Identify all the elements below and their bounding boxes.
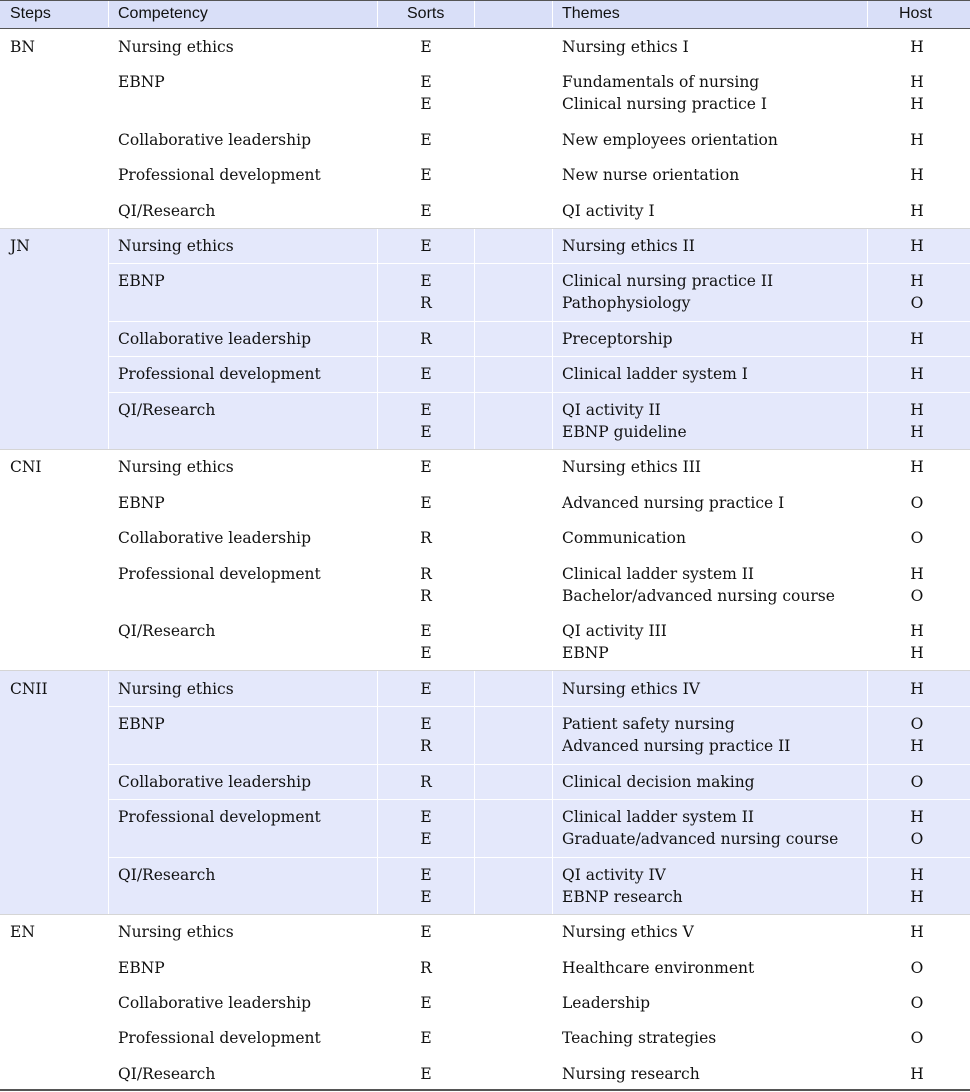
- group-divider: [0, 228, 970, 229]
- sort-value: E: [420, 1029, 432, 1047]
- competency-cell: EBNP: [118, 73, 165, 91]
- sort-value: E: [420, 365, 432, 383]
- row-divider: [108, 321, 970, 322]
- theme-cell: Clinical nursing practice II: [562, 272, 774, 290]
- header-divider: [108, 1, 109, 27]
- host-value: H: [910, 202, 924, 220]
- sort-value: E: [420, 423, 432, 441]
- sort-value: E: [420, 458, 432, 476]
- row-divider: [108, 392, 970, 393]
- competency-cell: Collaborative leadership: [118, 529, 311, 547]
- competency-cell: EBNP: [118, 272, 165, 290]
- sort-value: E: [420, 866, 432, 884]
- row-divider: [108, 706, 970, 707]
- sort-value: R: [420, 565, 432, 583]
- theme-cell: Advanced nursing practice I: [562, 494, 785, 512]
- theme-cell: EBNP guideline: [562, 423, 687, 441]
- sort-value: E: [420, 401, 432, 419]
- theme-cell: Clinical decision making: [562, 773, 755, 791]
- sort-value: R: [420, 959, 432, 977]
- host-value: O: [910, 959, 924, 977]
- host-value: O: [910, 294, 924, 312]
- host-value: H: [910, 622, 924, 640]
- group-divider: [0, 449, 970, 450]
- sort-value: E: [420, 923, 432, 941]
- competency-cell: Professional development: [118, 1029, 321, 1047]
- host-value: O: [910, 1029, 924, 1047]
- competency-cell: EBNP: [118, 494, 165, 512]
- theme-cell: EBNP: [562, 644, 609, 662]
- step-label: EN: [10, 923, 35, 941]
- theme-cell: Clinical ladder system I: [562, 365, 748, 383]
- theme-cell: Advanced nursing practice II: [562, 737, 791, 755]
- sort-value: E: [420, 622, 432, 640]
- sort-value: E: [420, 237, 432, 255]
- competency-cell: Collaborative leadership: [118, 330, 311, 348]
- host-value: O: [910, 830, 924, 848]
- host-value: H: [910, 365, 924, 383]
- host-value: O: [910, 773, 924, 791]
- host-value: O: [910, 994, 924, 1012]
- sort-value: E: [420, 494, 432, 512]
- competency-cell: Nursing ethics: [118, 237, 234, 255]
- sort-value: R: [420, 529, 432, 547]
- header-divider: [377, 1, 378, 27]
- theme-cell: Communication: [562, 529, 686, 547]
- competency-cell: Professional development: [118, 365, 321, 383]
- host-value: O: [910, 494, 924, 512]
- sort-value: E: [420, 272, 432, 290]
- host-value: H: [910, 808, 924, 826]
- competency-cell: EBNP: [118, 959, 165, 977]
- group-divider: [0, 670, 970, 671]
- host-value: H: [910, 565, 924, 583]
- host-value: O: [910, 715, 924, 733]
- host-value: H: [910, 38, 924, 56]
- host-value: H: [910, 131, 924, 149]
- host-value: H: [910, 330, 924, 348]
- theme-cell: Nursing research: [562, 1065, 700, 1083]
- theme-cell: Teaching strategies: [562, 1029, 717, 1047]
- host-value: H: [910, 95, 924, 113]
- column-divider: [108, 671, 109, 915]
- column-divider: [867, 671, 868, 915]
- header-sorts: Sorts: [407, 5, 445, 22]
- theme-cell: Preceptorship: [562, 330, 673, 348]
- theme-cell: New employees orientation: [562, 131, 778, 149]
- theme-cell: Clinical ladder system II: [562, 565, 755, 583]
- theme-cell: EBNP research: [562, 888, 683, 906]
- row-divider: [108, 263, 970, 264]
- row-divider: [108, 799, 970, 800]
- sort-value: E: [420, 73, 432, 91]
- sort-value: E: [420, 994, 432, 1012]
- host-value: H: [910, 166, 924, 184]
- host-value: H: [910, 680, 924, 698]
- sort-value: E: [420, 1065, 432, 1083]
- sort-value: E: [420, 166, 432, 184]
- competency-cell: Nursing ethics: [118, 38, 234, 56]
- sort-value: E: [420, 888, 432, 906]
- theme-cell: Pathophysiology: [562, 294, 691, 312]
- theme-cell: QI activity I: [562, 202, 655, 220]
- header-steps: Steps: [10, 5, 51, 22]
- table-bottom-rule: [0, 1089, 970, 1091]
- header-host: Host: [899, 5, 932, 22]
- host-value: H: [910, 423, 924, 441]
- row-divider: [108, 356, 970, 357]
- host-value: H: [910, 401, 924, 419]
- host-value: H: [910, 923, 924, 941]
- host-value: H: [910, 737, 924, 755]
- sort-value: R: [420, 294, 432, 312]
- sort-value: E: [420, 131, 432, 149]
- host-value: O: [910, 529, 924, 547]
- competency-cell: Collaborative leadership: [118, 773, 311, 791]
- competency-cell: QI/Research: [118, 622, 216, 640]
- competency-cell: QI/Research: [118, 202, 216, 220]
- theme-cell: Patient safety nursing: [562, 715, 735, 733]
- step-label: CNI: [10, 458, 42, 476]
- sort-value: E: [420, 95, 432, 113]
- header-competency: Competency: [118, 5, 208, 22]
- host-value: H: [910, 237, 924, 255]
- sort-value: E: [420, 715, 432, 733]
- header-divider: [867, 1, 868, 27]
- competency-cell: Professional development: [118, 565, 321, 583]
- sort-value: R: [420, 587, 432, 605]
- theme-cell: Nursing ethics I: [562, 38, 689, 56]
- competency-cell: Collaborative leadership: [118, 994, 311, 1012]
- sort-value: R: [420, 330, 432, 348]
- competency-cell: Nursing ethics: [118, 680, 234, 698]
- competency-cell: Nursing ethics: [118, 923, 234, 941]
- theme-cell: Nursing ethics III: [562, 458, 701, 476]
- theme-cell: QI activity IV: [562, 866, 666, 884]
- row-divider: [108, 764, 970, 765]
- host-value: O: [910, 587, 924, 605]
- competency-cell: QI/Research: [118, 866, 216, 884]
- competency-cell: Professional development: [118, 166, 321, 184]
- column-divider: [552, 671, 553, 915]
- sort-value: E: [420, 808, 432, 826]
- header-divider: [474, 1, 475, 27]
- header-divider: [552, 1, 553, 27]
- step-label: BN: [10, 38, 35, 56]
- row-divider: [108, 857, 970, 858]
- host-value: H: [910, 1065, 924, 1083]
- host-value: H: [910, 866, 924, 884]
- competency-cell: QI/Research: [118, 1065, 216, 1083]
- sort-value: E: [420, 830, 432, 848]
- theme-cell: New nurse orientation: [562, 166, 740, 184]
- host-value: H: [910, 888, 924, 906]
- theme-cell: Fundamentals of nursing: [562, 73, 760, 91]
- competency-cell: Nursing ethics: [118, 458, 234, 476]
- theme-cell: Leadership: [562, 994, 651, 1012]
- host-value: H: [910, 458, 924, 476]
- sort-value: E: [420, 38, 432, 56]
- step-label: CNII: [10, 680, 48, 698]
- sort-value: E: [420, 644, 432, 662]
- sort-value: E: [420, 202, 432, 220]
- theme-cell: Nursing ethics V: [562, 923, 694, 941]
- competency-cell: EBNP: [118, 715, 165, 733]
- theme-cell: Clinical nursing practice I: [562, 95, 767, 113]
- host-value: H: [910, 73, 924, 91]
- host-value: H: [910, 644, 924, 662]
- host-value: H: [910, 272, 924, 290]
- sort-value: E: [420, 680, 432, 698]
- theme-cell: QI activity III: [562, 622, 667, 640]
- theme-cell: Bachelor/advanced nursing course: [562, 587, 835, 605]
- column-divider: [474, 671, 475, 915]
- theme-cell: Nursing ethics IV: [562, 680, 700, 698]
- theme-cell: Clinical ladder system II: [562, 808, 755, 826]
- competency-cell: Collaborative leadership: [118, 131, 311, 149]
- theme-cell: Nursing ethics II: [562, 237, 695, 255]
- theme-cell: Graduate/advanced nursing course: [562, 830, 839, 848]
- theme-cell: Healthcare environment: [562, 959, 755, 977]
- sort-value: R: [420, 737, 432, 755]
- competency-cell: Professional development: [118, 808, 321, 826]
- column-divider: [377, 671, 378, 915]
- sort-value: R: [420, 773, 432, 791]
- competency-cell: QI/Research: [118, 401, 216, 419]
- table-header: [0, 0, 970, 29]
- group-divider: [0, 914, 970, 915]
- theme-cell: QI activity II: [562, 401, 661, 419]
- step-label: JN: [10, 237, 30, 255]
- header-themes: Themes: [562, 5, 620, 22]
